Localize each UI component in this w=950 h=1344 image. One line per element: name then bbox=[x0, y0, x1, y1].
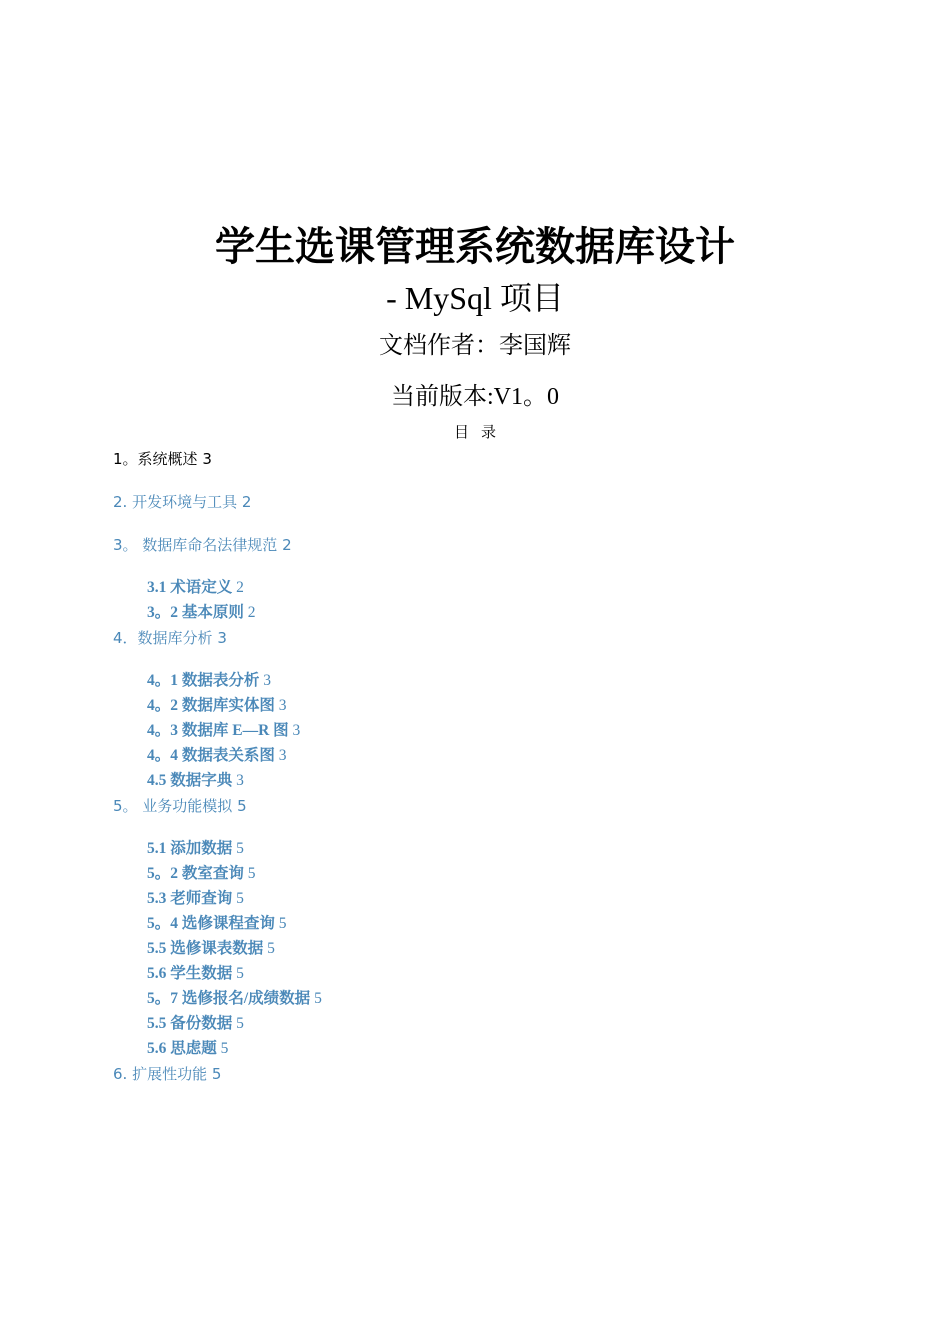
toc-page-number: 5 bbox=[220, 1040, 229, 1057]
document-title: 学生选课管理系统数据库设计 bbox=[215, 224, 735, 270]
toc-label: 5。4 选修课程查询 bbox=[147, 915, 275, 932]
toc-link-4-2[interactable] bbox=[147, 695, 287, 717]
toc-link-5-1[interactable] bbox=[147, 838, 244, 860]
toc-link-3-1[interactable] bbox=[147, 577, 244, 599]
toc-page-number: 3 bbox=[278, 697, 287, 714]
toc-label: 5。2 教室查询 bbox=[147, 865, 244, 882]
toc-page-number: 5 bbox=[211, 1065, 222, 1083]
toc-link-4-1[interactable] bbox=[147, 670, 271, 692]
toc-label: 4。1 数据表分析 bbox=[147, 672, 260, 689]
toc-page-number: 5 bbox=[236, 890, 244, 907]
toc-link-5-2[interactable] bbox=[147, 863, 256, 885]
document-version: 当前版本:V1。0 bbox=[391, 384, 559, 410]
toc-page-number: 3 bbox=[278, 747, 287, 764]
toc-page-number: 2 bbox=[241, 493, 252, 511]
toc-label: 6. 扩展性功能 bbox=[113, 1065, 208, 1083]
toc-label: 5。7 选修报名/成绩数据 bbox=[147, 990, 311, 1007]
toc-link-4[interactable] bbox=[113, 627, 227, 649]
toc-label: 5.3 老师查询 bbox=[147, 890, 233, 907]
toc-link-4-5[interactable] bbox=[147, 770, 244, 792]
toc-label: 5.5 备份数据 bbox=[147, 1015, 233, 1032]
toc-page-number: 5 bbox=[267, 940, 275, 957]
toc-link-5-8[interactable] bbox=[147, 1013, 244, 1035]
toc-page-number: 3 bbox=[217, 629, 227, 647]
toc-label: 5。 业务功能模拟 bbox=[113, 797, 233, 815]
toc-page-number: 2 bbox=[247, 604, 256, 621]
toc-page-number: 5 bbox=[236, 965, 244, 982]
toc-page-number: 3 bbox=[202, 450, 212, 468]
toc-page-number: 5 bbox=[236, 1015, 244, 1032]
toc-heading: 目录 bbox=[453, 425, 508, 441]
toc-label: 2. 开发环境与工具 bbox=[113, 493, 238, 511]
toc-label: 4.5 数据字典 bbox=[147, 772, 233, 789]
toc-link-5-3[interactable] bbox=[147, 888, 244, 910]
toc-label: 5.6 学生数据 bbox=[147, 965, 233, 982]
document-author: 文档作者：李国辉 bbox=[379, 333, 571, 359]
toc-label: 5.1 添加数据 bbox=[147, 840, 233, 857]
document-subtitle: - MySql 项目 bbox=[386, 280, 564, 316]
toc-label: 4。4 数据表关系图 bbox=[147, 747, 275, 764]
toc-page-number: 5 bbox=[314, 990, 322, 1007]
toc-link-3-2[interactable] bbox=[147, 602, 256, 624]
toc-label: 5.5 选修课表数据 bbox=[147, 940, 264, 957]
toc-link-2[interactable] bbox=[113, 491, 251, 513]
toc-label: 3。 数据库命名法律规范 bbox=[113, 536, 278, 554]
toc-link-5-7[interactable] bbox=[147, 988, 322, 1010]
toc-link-5[interactable] bbox=[113, 795, 247, 817]
toc-link-3[interactable] bbox=[113, 534, 292, 556]
toc-page-number: 2 bbox=[282, 536, 292, 554]
toc-label: 4。3 数据库 E—R 图 bbox=[147, 722, 289, 739]
toc-label: 4．数据库分析 bbox=[113, 629, 213, 647]
toc-page-number: 5 bbox=[278, 915, 287, 932]
toc-page-number: 2 bbox=[236, 579, 244, 596]
toc-link-5-9[interactable] bbox=[147, 1038, 228, 1060]
toc-link-4-4[interactable] bbox=[147, 745, 287, 767]
toc-page-number: 5 bbox=[236, 840, 244, 857]
toc-page-number: 3 bbox=[263, 672, 272, 689]
toc-label: 3。2 基本原则 bbox=[147, 604, 244, 621]
toc-label: 4。2 数据库实体图 bbox=[147, 697, 275, 714]
toc-label: 3.1 术语定义 bbox=[147, 579, 233, 596]
toc-page-number: 3 bbox=[236, 772, 244, 789]
toc-link-5-6[interactable] bbox=[147, 963, 244, 985]
toc-link-4-3[interactable] bbox=[147, 720, 300, 742]
toc-link-5-4[interactable] bbox=[147, 913, 287, 935]
toc-link-6[interactable] bbox=[113, 1063, 221, 1085]
toc-page-number: 3 bbox=[292, 722, 301, 739]
toc-label: 5.6 思虑题 bbox=[147, 1040, 217, 1057]
toc-link-5-5[interactable] bbox=[147, 938, 275, 960]
toc-page-number: 5 bbox=[247, 865, 256, 882]
toc-label: 1。系统概述 bbox=[113, 450, 198, 468]
toc-link-1[interactable] bbox=[113, 448, 212, 470]
toc-page-number: 5 bbox=[237, 797, 247, 815]
